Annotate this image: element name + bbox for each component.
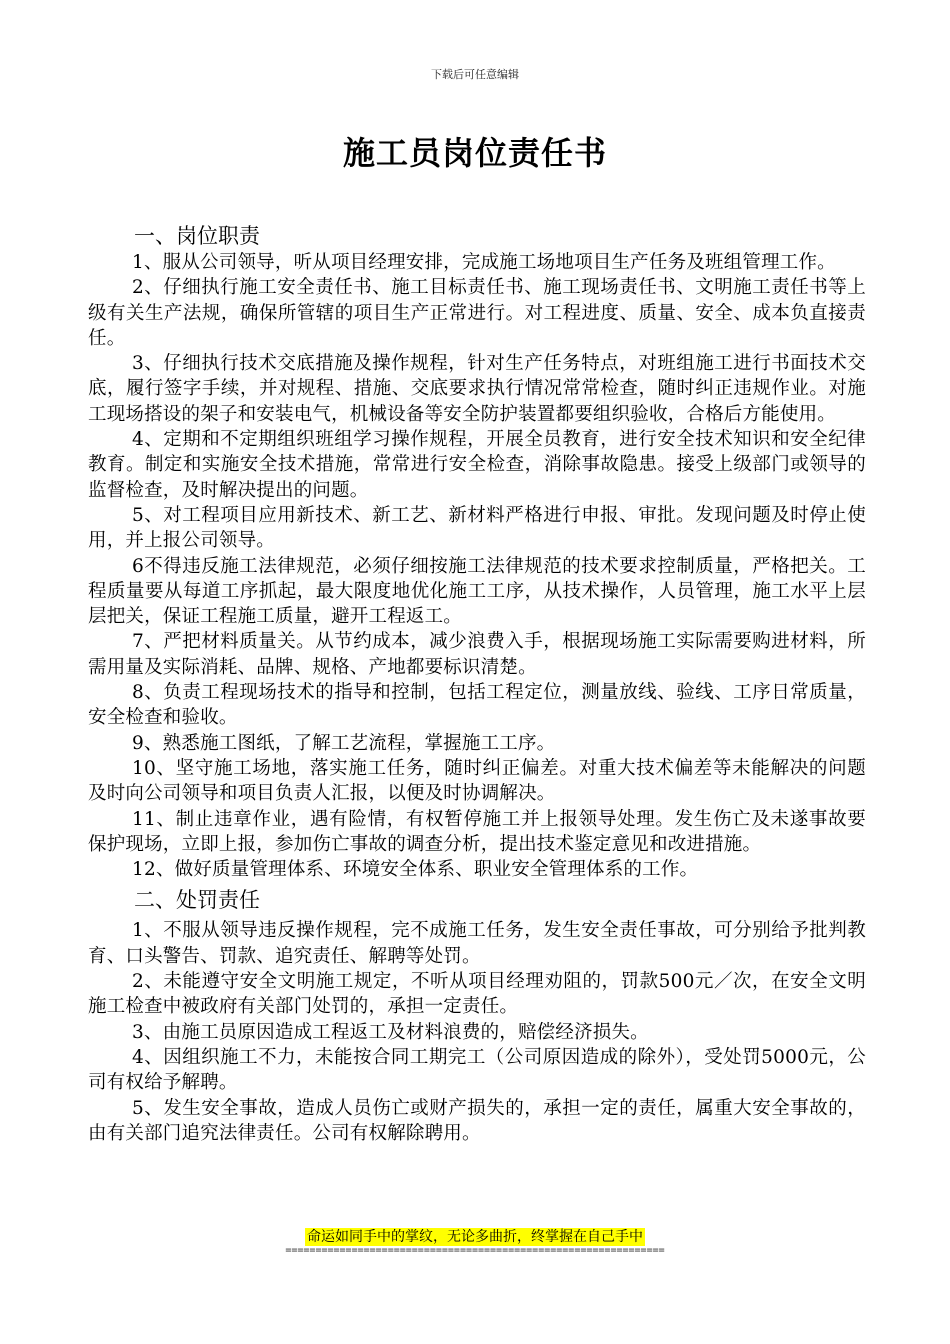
penalty-item-5: 5、发生安全事故，造成人员伤亡或财产损失的，承担一定的责任，属重大安全事故的，由有关部门追究法律责任。公司有权解除聘用。 bbox=[88, 1097, 866, 1144]
penalty-item-3: 3、由施工员原因造成工程返工及材料浪费的，赔偿经济损失。 bbox=[132, 1021, 649, 1043]
duty-item-4: 4、定期和不定期组织班组学习操作规程，开展全员教育，进行安全技术知识和安全纪律教育。制定和实施安全技术措施，常常进行安全检查，消除事故隐患。接受上级部门或领导的监督检查，及时解决提出的问题。 bbox=[88, 429, 866, 501]
duty-item-1: 1、服从公司领导，听从项目经理安排，完成施工场地项目生产任务及班组管理工作。 bbox=[132, 252, 836, 273]
penalty-item-2: 2、未能遵守安全文明施工规定，不听从项目经理劝阻的，罚款500元／次，在安全文明施工检查中被政府有关部门处罚的，承担一定责任。 bbox=[88, 971, 866, 1018]
duty-item-5: 5、对工程项目应用新技术、新工艺、新材料严格进行申报、审批。发现问题及时停止使用，并上报公司领导。 bbox=[88, 504, 866, 552]
duty-item-3: 3、仔细执行技术交底措施及操作规程，针对生产任务特点，对班组施工进行书面技术交底，履行签字手续，并对规程、措施、交底要求执行情况常常检查，随时纠正违规作业。对施工现场搭设的架子和安装电气，机械设备等安全防护装置都要组织验收，合格后方能使用。 bbox=[88, 353, 866, 425]
duty-item-2: 2、仔细执行施工安全责任书、施工目标责任书、施工现场责任书、文明施工责任书等上级有关生产法规，确保所管辖的项目生产正常进行。对工程进度、质量、安全、成本负直接责任。 bbox=[88, 277, 866, 349]
header-note: 下载后可任意编辑 bbox=[431, 68, 519, 81]
document-body bbox=[88, 222, 866, 1146]
duty-item-12: 12、做好质量管理体系、环境安全体系、职业安全管理体系的工作。 bbox=[132, 859, 699, 881]
penalty-item-1: 1、不服从领导违反操作规程，完不成施工任务，发生安全责任事故，可分别给予批判教育、口头警告、罚款、追究责任、解聘等处罚。 bbox=[88, 920, 866, 967]
duty-item-9: 9、熟悉施工图纸，了解工艺流程，掌握施工工序。 bbox=[132, 732, 556, 754]
section-heading-duties: 一、岗位职责 bbox=[134, 224, 260, 248]
duty-item-8: 8、负责工程现场技术的指导和控制，包括工程定位，测量放线、验线、工序日常质量，安全检查和验收。 bbox=[88, 682, 866, 729]
document-title: 施工员岗位责任书 bbox=[342, 134, 607, 172]
penalty-item-4: 4、因组织施工不力，未能按合同工期完工（公司原因造成的除外），受处罚5000元，公司有权给予解聘。 bbox=[88, 1046, 866, 1094]
duty-item-7: 7、严把材料质量关。从节约成本，减少浪费入手，根据现场施工实际需要购进材料，所需用量及实际消耗、品牌、规格、产地都要标识清楚。 bbox=[88, 631, 866, 678]
section-heading-penalties: 二、处罚责任 bbox=[134, 888, 260, 913]
duty-item-10: 10、坚守施工场地，落实施工任务，随时纠正偏差。对重大技术偏差等未能解决的问题及时向公司领导和项目负责人汇报，以便及时协调解决。 bbox=[88, 757, 866, 805]
footer-rule: =============================================================== bbox=[285, 1245, 665, 1256]
duty-item-6: 6不得违反施工法律规范，必须仔细按施工法律规范的技术要求控制质量，严格把关。工程质量要从每道工序抓起，最大限度地优化施工工序，从技术操作，人员管理，施工水平上层层把关，保证工程施工质量，避开工程返工。 bbox=[88, 555, 866, 628]
footer bbox=[0, 1226, 950, 1246]
duty-item-11: 11、制止违章作业，遇有险情，有权暂停施工并上报领导处理。发生伤亡及未遂事故要保护现场，立即上报，参加伤亡事故的调查分析，提出技术鉴定意见和改进措施。 bbox=[88, 808, 866, 855]
footer-motto: 命运如同手中的掌纹，无论多曲折，终掌握在自己手中 bbox=[307, 1229, 643, 1245]
